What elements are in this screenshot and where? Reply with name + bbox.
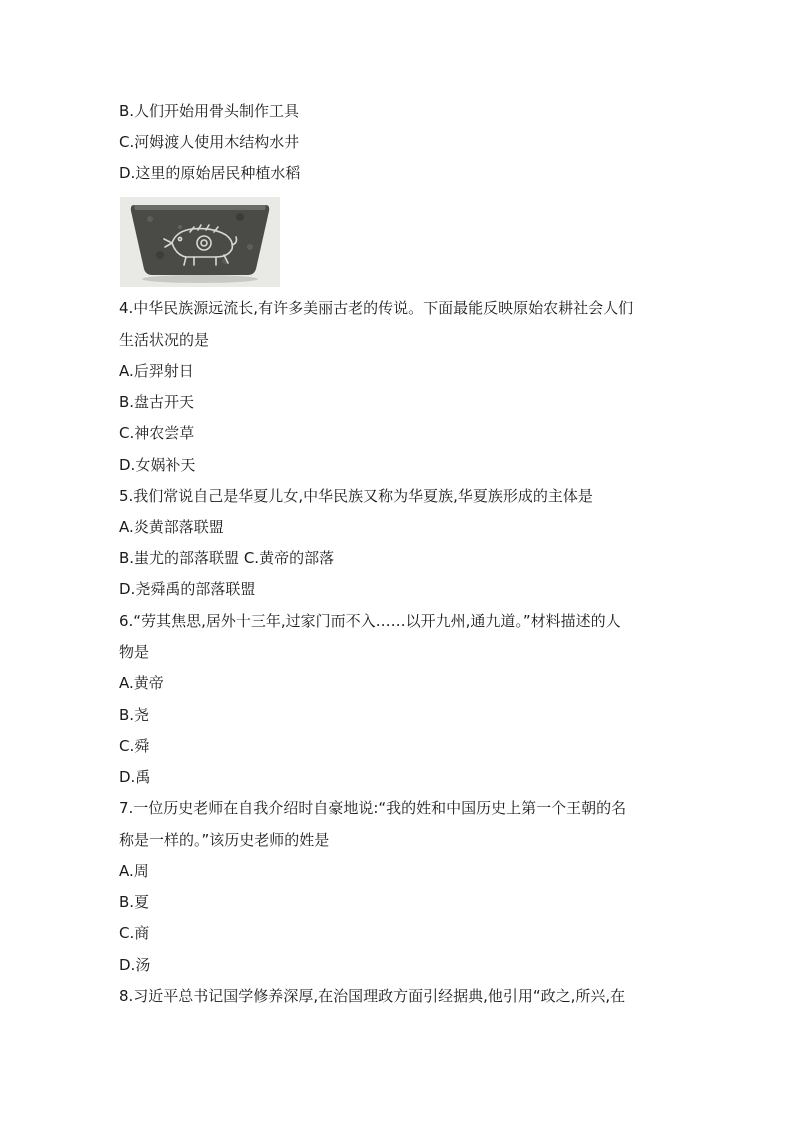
q4-stem-line1: 4.中华民族源远流长,有许多美丽古老的传说。下面最能反映原始农耕社会人们 <box>119 299 634 317</box>
q7-option-d: D.汤 <box>119 956 151 974</box>
q4-option-d: D.女娲补天 <box>119 456 196 474</box>
q6-stem-line2: 物是 <box>119 643 150 661</box>
q5-option-d: D.尧舜禹的部落联盟 <box>119 580 256 598</box>
q3-option-b: B.人们开始用骨头制作工具 <box>119 102 300 120</box>
q6-stem-line1: 6.“劳其焦思,居外十三年,过家门而不入……以开九州,通九道。”材料描述的人 <box>119 612 621 630</box>
q5-option-b-c: B.蚩尤的部落联盟 C.黄帝的部落 <box>119 549 335 567</box>
q7-stem-line2: 称是一样的。”该历史老师的姓是 <box>119 831 330 849</box>
q4-option-a: A.后羿射日 <box>119 362 194 380</box>
q5-option-a: A.炎黄部落联盟 <box>119 518 224 536</box>
q6-option-c: C.舜 <box>119 737 150 755</box>
q6-option-d: D.禹 <box>119 768 151 786</box>
q8-stem-line1: 8.习近平总书记国学修养深厚,在治国理政方面引经据典,他引用“政之,所兴,在 <box>119 987 626 1005</box>
q4-option-c: C.神农尝草 <box>119 424 195 442</box>
q7-option-c: C.商 <box>119 924 150 942</box>
q7-stem-line1: 7.一位历史老师在自我介绍时自豪地说:“我的姓和中国历史上第一个王朝的名 <box>119 799 627 817</box>
q3-option-d: D.这里的原始居民种植水稻 <box>119 164 301 182</box>
q6-option-a: A.黄帝 <box>119 674 164 692</box>
q5-stem: 5.我们常说自己是华夏儿女,中华民族又称为华夏族,华夏族形成的主体是 <box>119 487 593 505</box>
q6-option-b: B.尧 <box>119 706 150 724</box>
q7-option-b: B.夏 <box>119 893 150 911</box>
q4-option-b: B.盘古开天 <box>119 393 195 411</box>
q4-stem-line2: 生活状况的是 <box>119 331 210 349</box>
q3-option-c: C.河姆渡人使用木结构水井 <box>119 133 300 151</box>
q7-option-a: A.周 <box>119 862 149 880</box>
pig-pattern-pottery-bowl-icon <box>120 197 280 287</box>
